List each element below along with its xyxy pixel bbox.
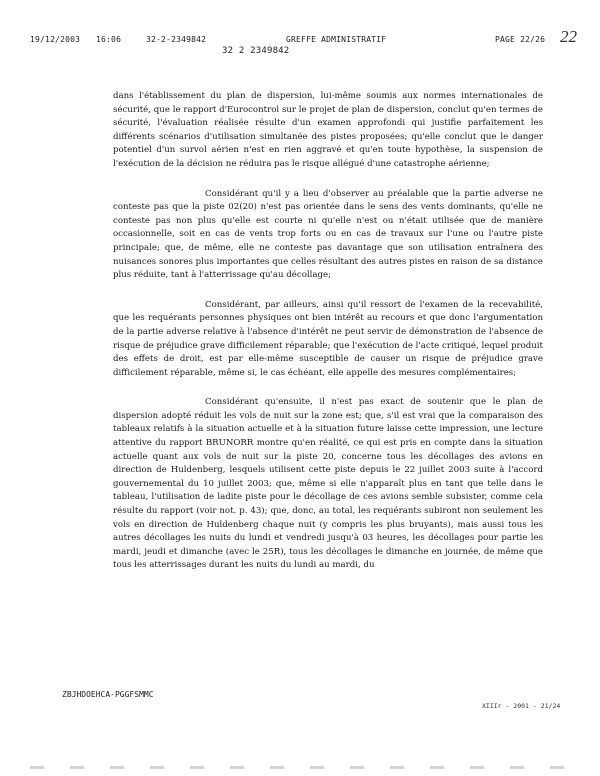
fax-sender: GREFFE ADMINISTRATIF	[286, 35, 387, 44]
fax-noise-line	[30, 766, 570, 769]
paragraph-text: Considérant qu'ensuite, il n'est pas exact de soutenir que le plan de dispersion adopté réduit les vols de nuit sur la zone est; que, s'il est vrai que la comparaison des tableaux relatifs à la situation actuelle et à la situation future laisse cette impression, une lecture attentive du rapport BRUNORR montre qu'en réalité, ce qui est pris en compte dans la situation actuelle quant aux vols de nuit sur la piste 20, concerne tous les décollages des avions en direction de Huldenberg, lesquels utilisent cette piste depuis le 22 juillet 2003 suite à l'accord gouvernemental du 10 juillet 2003; que, même si elle n'apparaît plus en tant que telle dans le tableau, l'utilisation de ladite piste pour le décollage de ces avions semble subsister, comme cela résulte du rapport (voir not. p. 43); que, donc, au total, les requérants subiront non seulement les vols en direction de Huldenberg chaque nuit (y compris les plus bruyants), mais aussi tous les autres décollages les nuits du lundi et vendredi jusqu'à 03 heures, les décollages pour partie les mardi, jeudi et dimanche (avec le 25R), tous les décollages le dimanche en journée, de même que tous les atterrissages durant les nuits du lundi au mardi, du	[113, 397, 543, 571]
paragraph-text: Considérant qu'il y a lieu d'observer au préalable que la partie adverse ne conteste pas que la piste 02(20) n'est pas orientée dans le sens des vents dominants, qu'elle ne conteste pas non plus qu'elle est courte ni qu'elle n'est ou n'était utilisée que de manière occasionnelle, soit en cas de vents trop forts ou en cas de travaux sur l'une ou l'autre piste principale; que, de même, elle ne conteste pas davantage que son utilisation entraînera des nuisances sonores plus importantes que celles résultant des autres pistes en raison de sa distance plus réduite, tant à l'atterrissage qu'au décollage;	[113, 188, 543, 281]
fax-date: 19/12/2003	[30, 35, 81, 44]
document-stamp: ZBJHDOEHCA-PGGFSMMC	[62, 690, 154, 699]
fax-phone: 32-2-2349842	[146, 35, 207, 44]
paragraph-considerant-1	[113, 188, 543, 283]
fax-page: PAGE 22/26	[495, 35, 546, 44]
footer-code: XIIIr - 2001 - 21/24	[482, 702, 561, 710]
fax-time: 16:06	[96, 35, 122, 44]
paragraph-considerant-3	[113, 396, 543, 573]
paragraph-considerant-2	[113, 299, 543, 381]
paragraph-continuation: dans l'établissement du plan de dispersion, lui-même soumis aux normes internationales de sécurité, que le rapport d'Eurocontrol sur le projet de plan de dispersion, conclut qu'en termes de sécurité, l'évaluation réalisée résulte d'un examen approfondi qui justifie parfaitement les différents scénarios d'utilisation simultanée des pistes proposées; qu'elle conclut que le danger potentiel d'un survol aérien n'est en rien aggravé et qu'en toute hypothèse, la suspension de l'exécution de la décision ne réduira pas le risque allégué d'une catastrophe aérienne;	[113, 91, 543, 169]
fax-subheader: 32 2 2349842	[222, 46, 290, 56]
document-body	[113, 90, 543, 573]
paragraph-text: Considérant, par ailleurs, ainsi qu'il ressort de l'examen de la recevabilité, que les requérants personnes physiques ont bien intérêt au recours et que donc l'argumentation de la partie adverse relative à l'absence d'intérêt ne peut servir de démonstration de l'absence de risque de préjudice grave difficilement réparable; que l'exécution de l'acte critiqué, lequel produit des effets de droit, est par elle-même susceptible de causer un risque de préjudice grave difficilement réparable, même si, le cas échéant, elle appelle des mesures complémentaires;	[113, 299, 543, 378]
page-mark: 22	[560, 27, 577, 46]
